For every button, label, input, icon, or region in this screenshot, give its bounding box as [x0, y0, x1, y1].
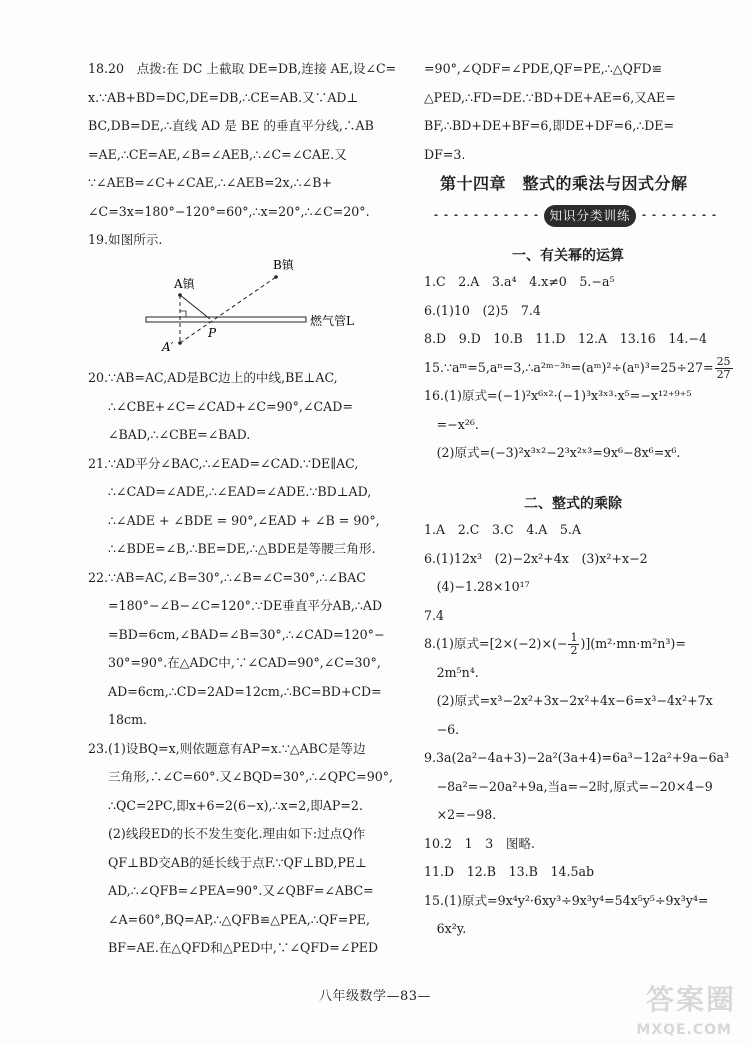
text-line: 18cm. [108, 712, 148, 727]
text-line: −6. [424, 721, 460, 737]
text-line: ×2=−98. [424, 807, 497, 822]
text-line: 22.∵AB=AC,∠B=30°,∴∠B=∠C=30°,∴∠BAC [88, 569, 366, 585]
line-a-p [180, 295, 210, 319]
line-15: 15.∵aᵐ=5,aⁿ=3,∴a²ᵐ⁻³ⁿ=(aᵐ)²÷(aⁿ)³=25÷27= $\frac{25}{27}$ [424, 354, 731, 381]
text-line: 10.2 1 3 图略. [424, 835, 536, 851]
text-line: 6x²y. [424, 921, 467, 936]
text-line: 11.D 12.B 13.B 14.5ab [424, 864, 595, 879]
text-line: DF=3. [424, 146, 466, 162]
text-line: 1.C 2.A 3.a⁴ 4.x≠0 5.−a⁵ [424, 274, 615, 289]
fraction-1-2: $\frac{1}{2}$ [570, 631, 578, 657]
text-line: 15.(1)原式=9x⁴y²·6xy³÷9x³y⁴=54x⁵y⁵÷9x³y⁴= [424, 892, 709, 908]
text-line: (2)原式=(−3)²x³ˣ²−2³x²ˣ³=9x⁶−8x⁶=x⁶. [424, 445, 681, 460]
label-a-prime: A′ [162, 340, 174, 354]
text-line: x.∵AB+BD=DC,DE=DB,∴CE=AB.又∵AD⊥ [88, 89, 359, 105]
text-line: =180°−∠B−∠C=120°.∵DE垂直平分AB,∴AD [108, 598, 383, 613]
text-line: △PED,∴FD=DE.∵BD+DE+AE=6,又AE= [424, 89, 676, 105]
text-line: ∠BAD,∴∠CBE=∠BAD. [108, 427, 251, 442]
banner-label: 知识分类训练 [544, 205, 636, 227]
text-line: BF,∴BD+DE+BF=6,即DE+DF=6,∴DE= [424, 118, 675, 133]
right-top-text [424, 55, 676, 169]
text-line: (4)−1.28×10¹⁷ [424, 579, 530, 594]
text-line: =BD=6cm,∠BAD=∠B=30°,∴∠CAD=120°− [108, 626, 385, 642]
chapter-title: 第十四章 整式的乘法与因式分解 [440, 174, 688, 193]
text-line: ∴QC=2PC,即x+6=2(6−x),∴x=2,即AP=2. [108, 797, 363, 813]
figure-19 [128, 255, 398, 355]
watermark-top: 答案圈 [645, 983, 736, 1016]
text-line: 16.(1)原式=(−1)²x⁶ˣ²·(−1)³x³ˣ³·x⁵=−x¹²⁺⁹⁺⁵ [424, 388, 692, 403]
label-a: A镇 [174, 277, 195, 291]
label-b: B镇 [273, 258, 294, 272]
text-line: ∴∠BDE=∠B,∴BE=DE,∴△BDE是等腰三角形. [108, 541, 376, 556]
text-line: ∴∠ADE + ∠BDE = 90°,∠EAD + ∠B = 90°, [108, 512, 380, 528]
line-8: 8.(1)原式=[2×(−2)×(− $\frac{1}{2}$ )](m²·mn·m²n³)= [424, 631, 686, 657]
figure-19-svg [128, 255, 398, 355]
section-title-1: 一、有关幂的运算 [512, 248, 624, 264]
label-pipe: 燃气管L [310, 314, 354, 328]
text-line: AD=6cm,∴CD=2AD=12cm,∴BC=BD+CD= [108, 683, 382, 699]
text-line: (2)原式=x³−2x²+3x−2x²+4x−6=x³−4x²+7x [424, 693, 713, 708]
watermark [586, 978, 736, 1038]
section2-lines [424, 516, 729, 630]
text-line: ∴∠CBE+∠C=∠CAD+∠C=90°,∠CAD= [108, 398, 353, 414]
text-line: 21.∵AD平分∠BAC,∴∠EAD=∠CAD.∵DE∥AC, [88, 455, 359, 471]
section2-block [424, 516, 729, 944]
text-line: 19.如图所示. [88, 232, 163, 247]
point-a [178, 293, 182, 297]
text-line: 18.20 点拨:在 DC 上截取 DE=DB,连接 AE,设∠C= [88, 61, 397, 76]
text-line: 20.∵AB=AC,AD是BC边上的中线,BE⊥AC, [88, 370, 338, 385]
text-line: 7.4 [424, 607, 445, 623]
text-line: 30°=90°.在△ADC中,∵∠CAD=90°,∠C=30°, [108, 655, 381, 670]
point-a-prime [178, 341, 182, 345]
text-line: 8.D 9.D 10.B 11.D 12.A 13.16 14.−4 [424, 331, 707, 346]
text-line: 6.(1)10 (2)5 7.4 [424, 302, 541, 318]
text-line: 23.(1)设BQ=x,则依题意有AP=x.∵△ABC是等边 [88, 740, 366, 756]
text-line: AD,∴∠QFB=∠PEA=90°.又∠QBF=∠ABC= [108, 883, 374, 898]
text-line: ∴∠CAD=∠ADE,∴∠EAD=∠ADE.∵BD⊥AD, [108, 484, 372, 499]
section1-lines [424, 268, 734, 354]
section-title-2: 二、整式的乘除 [524, 496, 622, 512]
section1-block [424, 268, 734, 468]
fraction-25-27: $\frac{25}{27}$ [716, 354, 731, 381]
text-line: BC,DB=DE,∴直线 AD 是 BE 的垂直平分线,∴AB [88, 118, 374, 133]
watermark-bottom: MXQE.COM [636, 1022, 732, 1038]
text-line: ∠C=3x=180°−120°=60°,∴x=20°,∴∠C=20°. [88, 203, 370, 219]
text-line: 1.A 2.C 3.C 4.A 5.A [424, 522, 582, 537]
text-line: ∠A=60°,BQ=AP,∴△QFB≌△PEA,∴QF=PE, [108, 911, 370, 927]
text-line: BF=AE.在△QFD和△PED中,∵∠QFD=∠PED [108, 940, 379, 955]
gas-pipe [146, 317, 306, 322]
right-angle-mark [180, 311, 186, 317]
text-line: (2)线段ED的长不发生变化.理由如下:过点Q作 [108, 826, 366, 841]
left-after-text [88, 364, 393, 963]
text-line: −8a²=−20a²+9a,当a=−2时,原式=−20×4−9 [424, 778, 713, 794]
section1-lines-b [424, 382, 734, 468]
label-p: P [208, 326, 217, 340]
knowledge-banner [432, 203, 722, 229]
left-top-text [88, 55, 396, 255]
text-line: =AE,∴CE=AE,∠B=∠AEB,∴∠C=∠CAE.又 [88, 146, 347, 162]
text-line: 2m⁵n⁴. [424, 664, 479, 680]
text-line: ∵∠AEB=∠C+∠CAE,∴∠AEB=2x,∴∠B+ [88, 175, 333, 190]
text-line: =−x²⁶. [424, 416, 479, 432]
text-line: QF⊥BD交AB的延长线于点F.∵QF⊥BD,PE⊥ [108, 854, 367, 870]
page-footer: 八年级数学—83— [318, 989, 432, 1004]
section2-lines-b [424, 659, 729, 944]
text-line: 6.(1)12x³ (2)−2x²+4x (3)x²+x−2 [424, 550, 648, 566]
point-b [274, 275, 278, 279]
text-line: 9.3a(2a²−4a+3)−2a²(3a+4)=6a³−12a²+9a−6a³ [424, 750, 730, 765]
text-line: =90°,∠QDF=∠PDE,QF=PE,∴△QFD≌ [424, 61, 663, 76]
text-line: 三角形,∴∠C=60°.又∠BQD=30°,∴∠QPC=90°, [108, 769, 394, 784]
